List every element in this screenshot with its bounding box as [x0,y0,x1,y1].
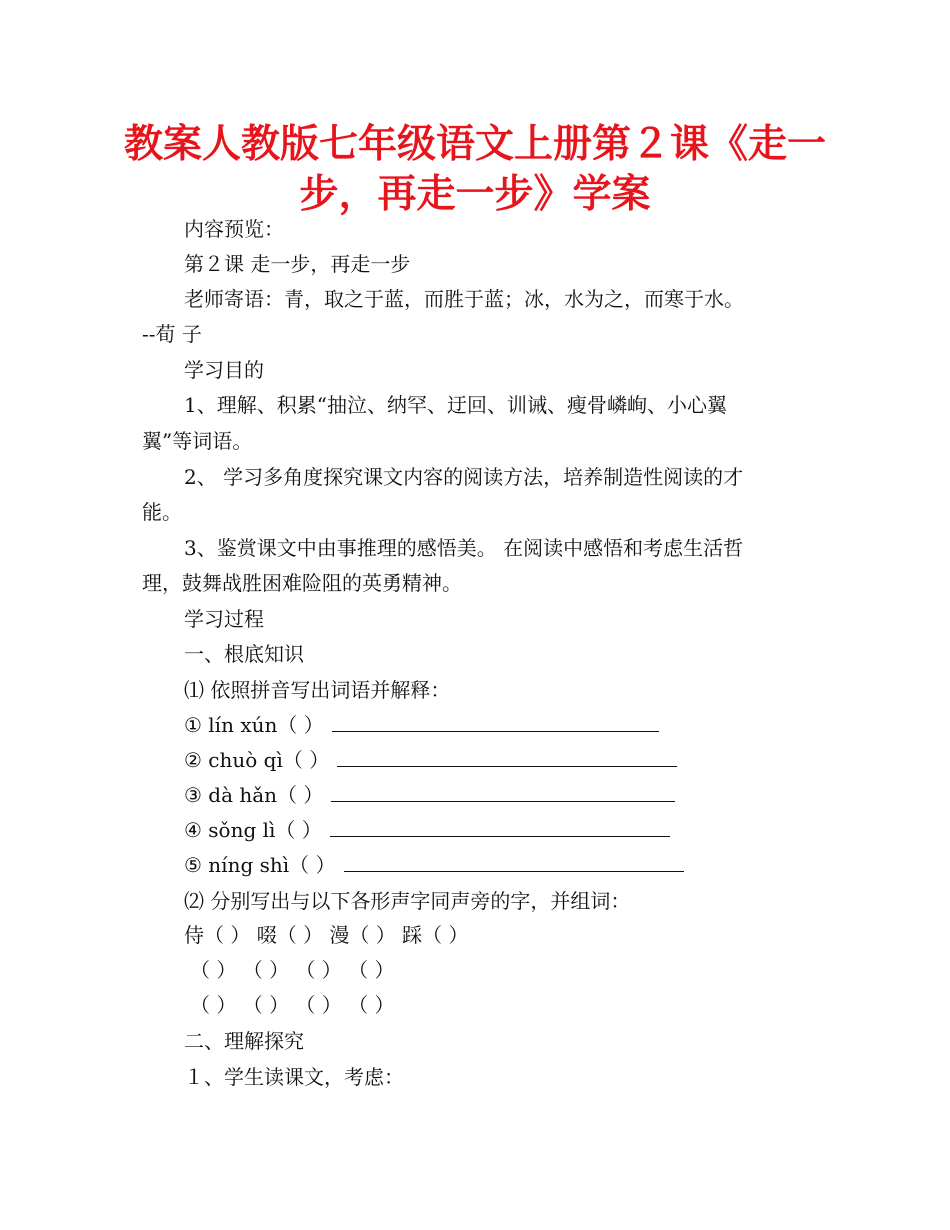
answer-blank[interactable] [332,713,659,732]
blank-row-1: （ ） （ ） （ ） （ ） [190,958,395,982]
preview-heading: 内容预览： [184,217,284,241]
section-2-heading: 二、理解探究 [184,1029,304,1053]
character-row: 侍（ ） 啜（ ） 漫（ ） 踩（ ） [184,923,469,947]
objective-1-cont: 翼”等词语。 [142,429,253,453]
objective-3-cont: 理，鼓舞战胜困难险阻的英勇精神。 [142,571,462,595]
pinyin-item-5: ⑤ níng shì（ ） [184,852,684,878]
pinyin-item-3: ③ dà hǎn（ ） [184,782,675,808]
message-author: --荀 子 [142,322,202,346]
answer-blank[interactable] [344,853,684,872]
lesson-heading: 第２课 走一步，再走一步 [184,252,411,276]
objective-2-cont: 能。 [142,500,182,524]
pinyin-item-1: ① lín xún（ ） [184,712,659,738]
exercise-1-prompt: ⑴ 依照拼音写出词语并解释： [184,678,451,702]
document-title: 教案人教版七年级语文上册第２课《走一步，再走一步》学案 [123,122,826,217]
teacher-message: 老师寄语：青，取之于蓝，而胜于蓝；冰，水为之，而寒于水。 [184,287,744,311]
objective-2: 2、 学习多角度探究课文内容的阅读方法，培养制造性阅读的才 [184,465,744,489]
answer-blank[interactable] [330,818,670,837]
answer-blank[interactable] [331,783,675,802]
section-1-heading: 一、根底知识 [184,642,304,666]
objectives-heading: 学习目的 [184,358,264,382]
objective-3: 3、鉴赏课文中由事推理的感悟美。 在阅读中感悟和考虑生活哲 [184,536,744,560]
pinyin-item-2: ② chuò qì（ ） [184,747,677,773]
exercise-2-prompt: ⑵ 分别写出与以下各形声字同声旁的字，并组词： [184,889,631,913]
blank-row-2: （ ） （ ） （ ） （ ） [190,993,395,1017]
task-1: １、学生读课文，考虑： [184,1065,404,1089]
answer-blank[interactable] [337,748,677,767]
objective-1: 1、理解、积累“抽泣、纳罕、迂回、训诫、瘦骨嶙峋、小心翼 [184,393,727,417]
process-heading: 学习过程 [184,607,264,631]
pinyin-item-4: ④ sǒng lì（ ） [184,817,670,843]
